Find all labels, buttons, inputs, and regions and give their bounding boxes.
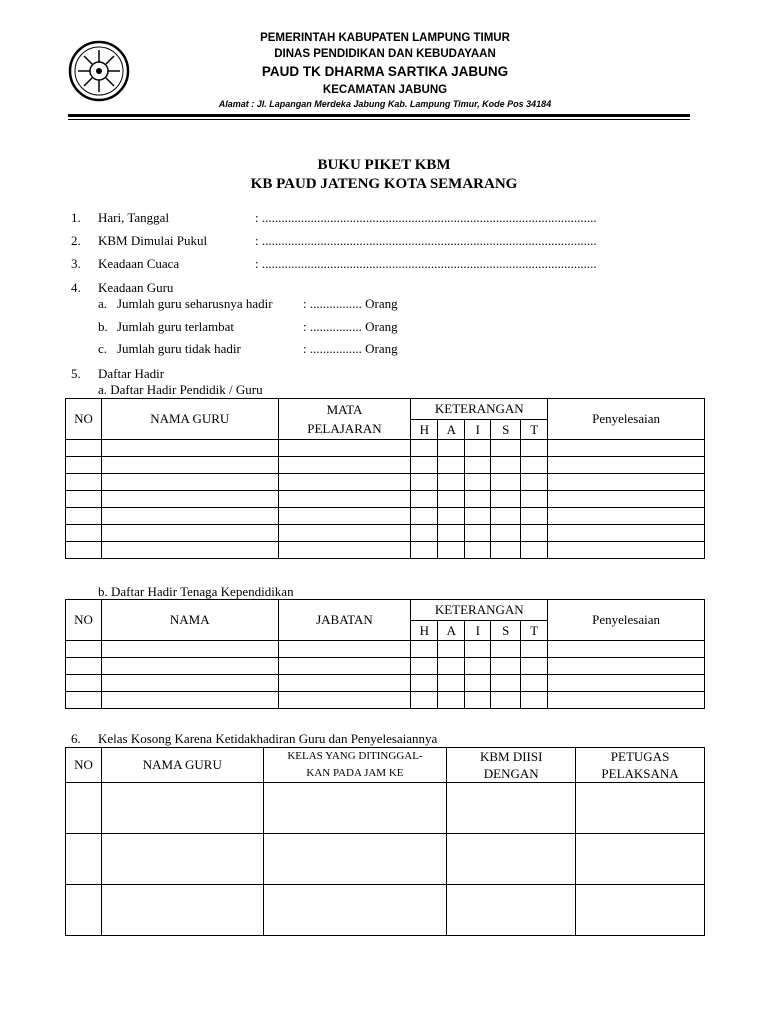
- header-mata-pelajaran: [278, 399, 411, 440]
- code-s: S: [491, 420, 521, 440]
- guru-item-c-value: : ................ Orang: [303, 341, 398, 356]
- header-kelas-line1: KELAS YANG DITINGGAL-: [287, 750, 423, 762]
- guru-item-a-label: Jumlah guru seharusnya hadir: [117, 296, 273, 311]
- field-3-label: Keadaan Cuaca: [98, 256, 180, 271]
- letterhead-department: DINAS PENDIDIKAN DAN KEBUDAYAAN: [274, 48, 496, 60]
- header-kelas-line2: KAN PADA JAM KE: [306, 767, 404, 779]
- table-row: [66, 692, 705, 709]
- letterhead-district: KECAMATAN JABUNG: [322, 84, 448, 96]
- header-keterangan: KETERANGAN: [411, 399, 548, 420]
- guru-item-b-letter: b.: [98, 319, 108, 334]
- table-row: [66, 658, 705, 675]
- header-mata-line2: PELAJARAN: [307, 421, 382, 436]
- header-petugas-pelaksana: [576, 748, 705, 783]
- empty-class-table: [65, 747, 705, 936]
- header-keterangan: KETERANGAN: [411, 600, 548, 621]
- table-row: [66, 491, 705, 508]
- header-kbm-line1: KBM DIISI: [479, 749, 543, 764]
- table-row: [66, 525, 705, 542]
- table-row: [66, 675, 705, 692]
- guru-item-c-letter: c.: [98, 341, 108, 356]
- code-a: A: [438, 420, 465, 440]
- attendance-teacher-table: [65, 398, 705, 559]
- letterhead-divider-thick: [68, 114, 690, 117]
- header-no: NO: [66, 748, 102, 783]
- table-row: [66, 440, 705, 457]
- header-jabatan: JABATAN: [278, 600, 411, 641]
- section-6-number: 6.: [71, 731, 81, 746]
- letterhead-school-name: PAUD TK DHARMA SARTIKA JABUNG: [261, 64, 509, 79]
- section-4-number: 4.: [71, 280, 81, 295]
- section-4-heading: Keadaan Guru: [98, 280, 174, 295]
- field-2-label: KBM Dimulai Pukul: [98, 233, 208, 248]
- header-penyelesaian: Penyelesaian: [548, 600, 705, 641]
- table-row: [66, 834, 705, 885]
- field-1-number: 1.: [71, 210, 81, 225]
- attendance-staff-table: [65, 599, 705, 709]
- table-row: [66, 474, 705, 491]
- section-5-heading: Daftar Hadir: [98, 366, 165, 381]
- header-kelas-ditinggalkan: [263, 748, 447, 783]
- letterhead-divider-thin: [68, 119, 690, 120]
- code-a: A: [438, 621, 465, 641]
- header-petugas-line1: PETUGAS: [610, 749, 670, 764]
- code-s: S: [491, 621, 521, 641]
- guru-item-b-value: : ................ Orang: [303, 319, 398, 334]
- guru-item-a-value: : ................ Orang: [303, 296, 398, 311]
- letterhead-government: PEMERINTAH KABUPATEN LAMPUNG TIMUR: [260, 32, 510, 44]
- code-h: H: [411, 621, 438, 641]
- table-row: [66, 457, 705, 474]
- table-row: [66, 542, 705, 559]
- header-mata-line1: MATA: [326, 402, 363, 417]
- header-nama: NAMA: [101, 600, 278, 641]
- document-subtitle: KB PAUD JATENG KOTA SEMARANG: [250, 176, 518, 192]
- code-i: I: [465, 621, 491, 641]
- header-no: NO: [66, 600, 102, 641]
- document-title: BUKU PIKET KBM: [317, 157, 451, 173]
- table-row: [66, 508, 705, 525]
- field-2-value: : .......................................................................................................: [255, 233, 597, 248]
- code-t: T: [521, 420, 548, 440]
- guru-item-a-letter: a.: [98, 296, 108, 311]
- field-2-number: 2.: [71, 233, 81, 248]
- section-5a-heading: a. Daftar Hadir Pendidik / Guru: [98, 382, 263, 397]
- header-petugas-line2: PELAKSANA: [601, 766, 679, 781]
- letterhead-address: Alamat : Jl. Lapangan Merdeka Jabung Kab. Lampung Timur, Kode Pos 34184: [218, 99, 552, 109]
- field-1-value: : .......................................................................................................: [255, 210, 597, 225]
- header-nama-guru: NAMA GURU: [101, 748, 263, 783]
- table-row: [66, 885, 705, 936]
- code-i: I: [465, 420, 491, 440]
- table-row: [66, 641, 705, 658]
- header-kbm-diisi: [447, 748, 576, 783]
- guru-item-c-label: Jumlah guru tidak hadir: [117, 341, 241, 356]
- section-5b-heading: b. Daftar Hadir Tenaga Kependidikan: [98, 584, 294, 599]
- code-h: H: [411, 420, 438, 440]
- field-1-label: Hari, Tanggal: [98, 210, 170, 225]
- header-penyelesaian: Penyelesaian: [548, 399, 705, 440]
- section-5-number: 5.: [71, 366, 81, 381]
- guru-item-b-label: Jumlah guru terlambat: [117, 319, 234, 334]
- field-3-value: : .......................................................................................................: [255, 256, 597, 271]
- code-t: T: [521, 621, 548, 641]
- school-emblem-icon: [68, 40, 130, 102]
- header-nama-guru: NAMA GURU: [101, 399, 278, 440]
- header-kbm-line2: DENGAN: [483, 766, 539, 781]
- section-6-heading: Kelas Kosong Karena Ketidakhadiran Guru dan Penyelesaiannya: [98, 731, 438, 746]
- field-3-number: 3.: [71, 256, 81, 271]
- header-no: NO: [66, 399, 102, 440]
- table-row: [66, 783, 705, 834]
